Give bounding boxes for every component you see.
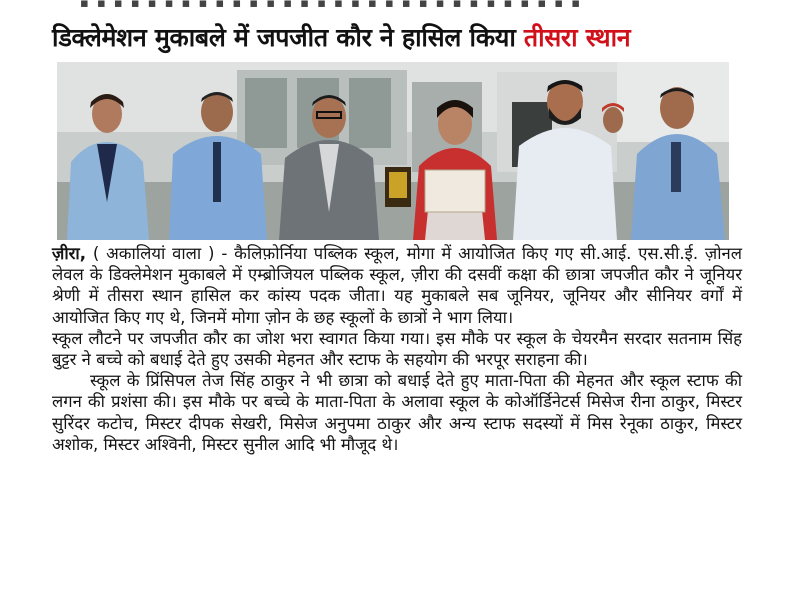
headline bbox=[52, 18, 752, 58]
news-photo bbox=[57, 62, 729, 240]
article-paragraph-1-text: ( अकालियां वाला ) - कैलिफ़ोर्निया पब्लिक स्कूल, मोगा में आयोजित किए गए सी.आई. एस.सी.ई. ज़ोनल लेवल के डिक्लेमेशन मुकाबले में एम्ब्रोजियल पब्लिक स्कूल, ज़ीरा की दसवीं कक्षा की छात्रा जपजीत कौर ने जूनियर श्रेणी में तीसरा स्थान हासिल कर कांस्य पदक जीता। यह मुकाबले सब जूनियर, जूनियर और सीनियर वर्गों में आयोजित किए गए थे, जिनमें मोगा ज़ोन के छह स्कूलों के छात्रों ने भाग लिया। bbox=[52, 244, 742, 327]
article-body bbox=[52, 243, 742, 455]
headline-highlight: तीसरा स्थान bbox=[523, 23, 631, 52]
article-paragraph-3: स्कूल के प्रिंसिपल तेज सिंह ठाकुर ने भी छात्रा को बधाई देते हुए माता-पिता की मेहनत और स्कूल स्टाफ की लगन की प्रशंसा की। इस मौके पर बच्चे के माता-पिता के अलावा स्कूल के कोऑर्डिनेटर्स मिसेज रीना ठाकुर, मिस्टर सुरिंदर कटोच, मिस्टर दीपक सेखरी, मिसेज अनुपमा ठाकुर और अन्य स्टाफ सदस्यों में मिस रेनूका ठाकुर, मिस्टर अशोक, मिस्टर अश्विनी, मिस्टर सुनील आदि भी मौजूद थे। bbox=[52, 371, 742, 454]
article-paragraph-2: स्कूल लौटने पर जपजीत कौर का जोश भरा स्वागत किया गया। इस मौके पर स्कूल के चेयरमैन सरदार सतनाम सिंह बुट्टर ने बच्चे को बधाई देते हुए उसकी मेहनत और स्टाफ के सहयोग की भरपूर सराहना की। bbox=[52, 328, 742, 370]
article-paragraph-1 bbox=[52, 243, 742, 328]
dateline: ज़ीरा, bbox=[52, 244, 86, 263]
award-ceremony-photo bbox=[57, 62, 729, 240]
cropped-previous-article-strip: ▪ ▪ ▪ ▪ ▪ ▪ ▪ ▪ ▪ ▪ ▪ ▪ ▪ ▪ ▪ ▪ ▪ ▪ ▪ ▪ ▪ ▪ ▪ ▪ ▪ ▪ ▪ ▪ ▪ ▪ bbox=[80, 0, 583, 8]
headline-main: डिक्लेमेशन मुकाबले में जपजीत कौर ने हासिल किया bbox=[52, 23, 524, 52]
